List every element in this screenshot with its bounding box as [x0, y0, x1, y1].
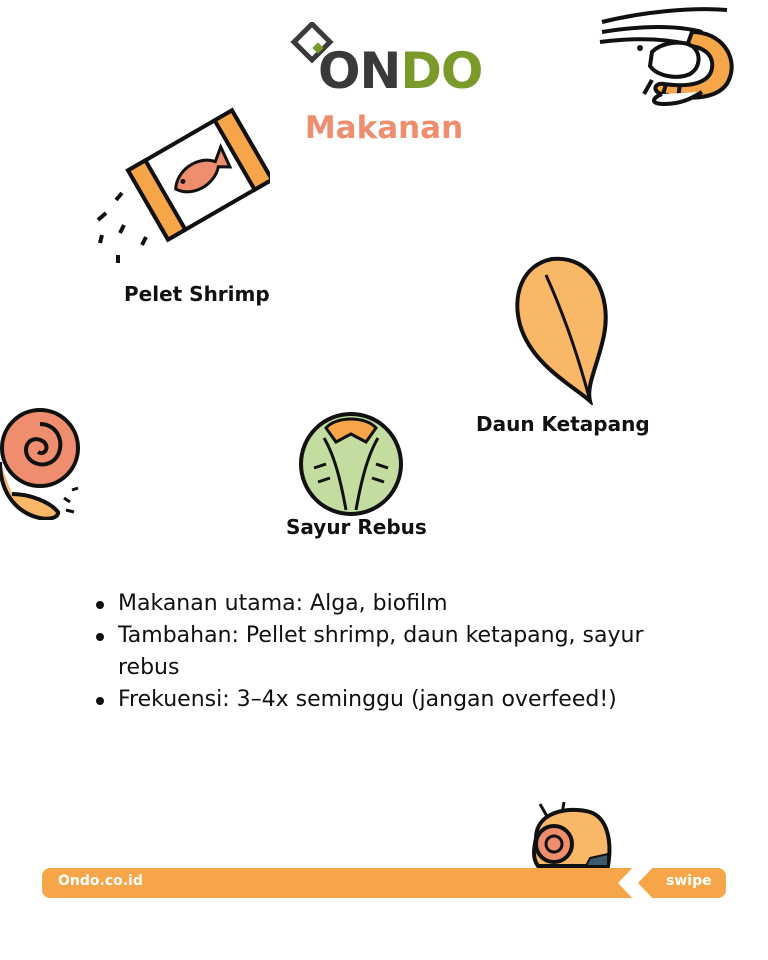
cabbage-icon [296, 408, 406, 516]
swipe-button[interactable]: swipe [666, 873, 712, 889]
list-item: Frekuensi: 3–4x seminggu (jangan overfeed!) [90, 684, 690, 716]
food-label-sayur-rebus: Sayur Rebus [286, 515, 427, 539]
list-item: Tambahan: Pellet shrimp, daun ketapang, sayur rebus [90, 620, 690, 684]
shrimp-icon [592, 2, 742, 108]
logo-text [318, 42, 483, 100]
food-label-daun-ketapang: Daun Ketapang [476, 412, 650, 436]
footer-site-link[interactable]: Ondo.co.id [58, 873, 143, 889]
small-snail-icon [528, 798, 614, 868]
page-title: Makanan [304, 110, 464, 146]
leaf-icon [512, 255, 612, 405]
food-label-pelet-shrimp: Pelet Shrimp [124, 282, 270, 306]
snail-icon [0, 402, 84, 520]
feeding-info-list [90, 588, 690, 716]
fish-food-packet-icon [90, 105, 270, 265]
logo-text-do: DO [400, 42, 483, 100]
list-item: Makanan utama: Alga, biofilm [90, 588, 690, 620]
logo-text-on: ON [318, 42, 401, 100]
swipe-chevron-icon [618, 862, 658, 904]
brand-logo [290, 22, 490, 102]
